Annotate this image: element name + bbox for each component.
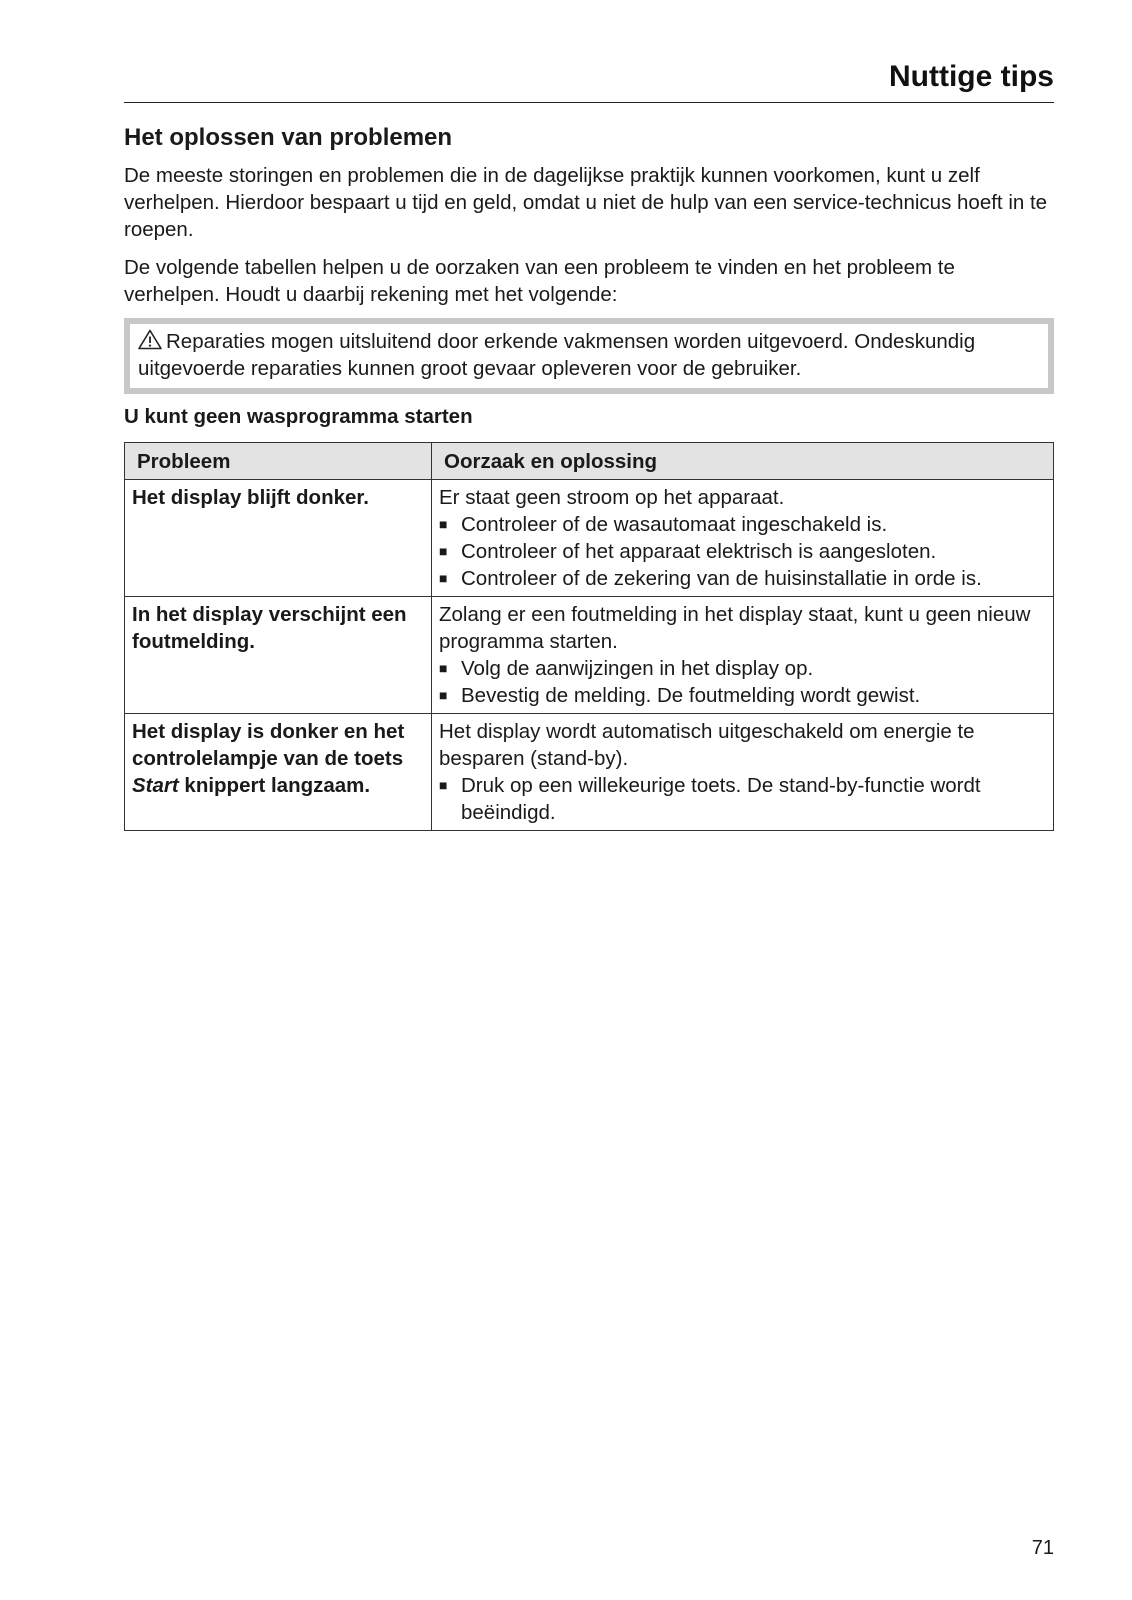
solution-cell — [432, 597, 1054, 714]
bullet-square-icon: ■ — [439, 516, 448, 532]
list-item: ■ Volg de aanwijzingen in het display op. — [439, 657, 814, 680]
cause-text: Het display wordt automatisch uitgeschakeld om energie te besparen (stand-by). — [439, 720, 975, 770]
column-header-problem: Probleem — [125, 443, 432, 480]
intro-paragraph: De meeste storingen en problemen die in de dagelijkse praktijk kunnen voorkomen, kunt u zelf verhelpen. Hierdoor bespaart u tijd en geld, omdat u niet de hulp van een service-technicus hoeft in te roepen. — [124, 164, 1048, 241]
solution-cell — [432, 714, 1054, 831]
table-row — [125, 480, 1054, 597]
problem-cell: Het display blijft donker. — [125, 480, 432, 597]
warning-text: Reparaties mogen uitsluitend door erkende vakmensen worden uitgevoerd. Ondeskundig uitgevoerde reparaties kunnen groot gevaar opleveren voor de gebruiker. — [138, 330, 976, 380]
bullet-square-icon: ■ — [439, 543, 448, 559]
header-rule — [124, 102, 1054, 103]
table-row — [125, 597, 1054, 714]
list-item: ■ Druk op een willekeurige toets. De stand-by-functie wordt beëindigd. — [439, 774, 981, 824]
instructions-paragraph: De volgende tabellen helpen u de oorzaken van een probleem te vinden en het probleem te verhelpen. Houdt u daarbij rekening met het volgende: — [124, 256, 955, 306]
cause-text: Zolang er een foutmelding in het display staat, kunt u geen nieuw programma starten. — [439, 603, 1031, 653]
table-row — [125, 714, 1054, 831]
troubleshooting-table — [124, 442, 1054, 831]
column-header-cause: Oorzaak en oplossing — [432, 443, 1054, 480]
bullet-square-icon: ■ — [439, 687, 448, 703]
table-subheading: U kunt geen wasprogramma starten — [124, 405, 473, 428]
list-item: ■ Controleer of het apparaat elektrisch is aangesloten. — [439, 540, 937, 563]
list-item: ■ Bevestig de melding. De foutmelding wordt gewist. — [439, 684, 921, 707]
table-header-row — [125, 443, 1054, 480]
cause-text: Er staat geen stroom op het apparaat. — [439, 486, 785, 509]
start-key-label: Start — [132, 774, 179, 797]
bullet-square-icon: ■ — [439, 660, 448, 676]
problem-cell: Het display is donker en het controlelampje van de toets Start knippert langzaam. — [125, 714, 432, 831]
warning-triangle-icon — [138, 329, 162, 350]
solution-cell — [432, 480, 1054, 597]
section-title: Het oplossen van problemen — [124, 124, 453, 151]
list-item: ■ Controleer of de zekering van de huisinstallatie in orde is. — [439, 567, 982, 590]
bullet-square-icon: ■ — [439, 570, 448, 586]
problem-cell: In het display verschijnt een foutmelding. — [125, 597, 432, 714]
list-item: ■ Controleer of de wasautomaat ingeschakeld is. — [439, 513, 888, 536]
warning-box — [124, 318, 1054, 394]
page-number: 71 — [1031, 1537, 1054, 1559]
running-head: Nuttige tips — [889, 60, 1054, 93]
bullet-square-icon: ■ — [439, 777, 448, 793]
